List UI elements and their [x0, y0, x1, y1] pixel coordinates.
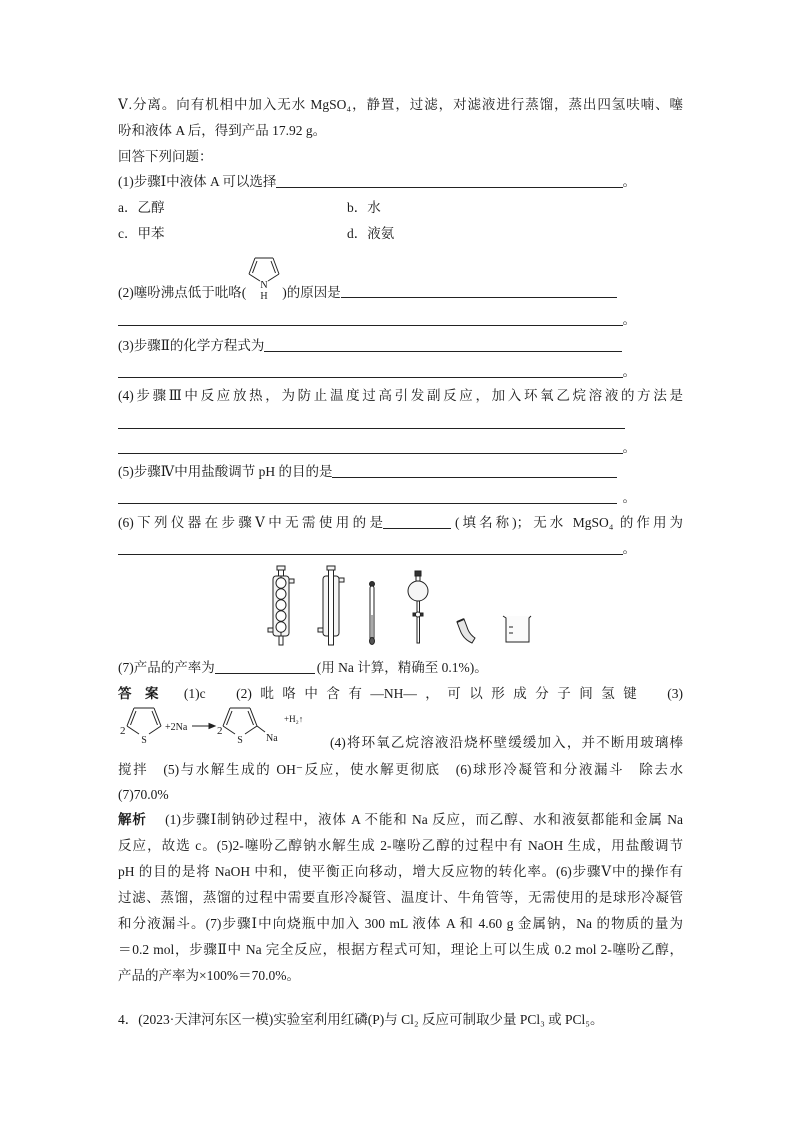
- question-1-stem: (1)步骤Ⅰ中液体 A 可以选择: [118, 174, 277, 189]
- pyrrole-n-label: N: [260, 280, 268, 291]
- analysis-line-1: [118, 810, 683, 830]
- question-3-stem: (3)步骤Ⅱ的化学方程式为: [118, 338, 265, 353]
- equation-reagent: +2Na: [165, 722, 188, 733]
- passage-line-1: Ⅴ.分离。向有机相中加入无水 MgSO₄，静置，过滤，对滤液进行蒸馏，蒸出四氢呋喃、噻: [118, 97, 683, 112]
- question-1-options-row-1: [118, 198, 578, 218]
- question-1-options-row-2: [118, 224, 578, 244]
- question-6-end: 。: [622, 541, 636, 556]
- question-3-end: 。: [622, 364, 636, 379]
- next-question: 4．(2023·天津河东区一模)实验室利用红磷(P)与 Cl₂ 反应可制取少量 PCl₃ 或 PCl₅。: [118, 1012, 604, 1027]
- question-4-stem: (4)步骤Ⅲ中反应放热，为防止温度过高引发副反应，加入环氧乙烷溶液的方法是: [118, 388, 683, 403]
- question-6-stem-after: (填名称)；无水 MgSO₄ 的作用为: [455, 515, 683, 530]
- question-1: [118, 172, 636, 192]
- answer-label: 答案: [118, 686, 172, 701]
- question-5-end: 。: [622, 490, 636, 505]
- question-1-end: 。: [622, 174, 636, 189]
- sulfur-label-left: S: [141, 735, 147, 746]
- answer-blank: [341, 282, 617, 298]
- question-7-stem-after: (用 Na 计算，精确至 0.1%)。: [316, 660, 488, 675]
- question-7-stem-before: (7)产品的产率为: [118, 660, 215, 675]
- sulfur-label-right: S: [237, 735, 243, 746]
- answer-line-2: [118, 703, 683, 753]
- answer-line-1: [118, 684, 683, 704]
- answer-blank: [118, 438, 623, 454]
- adapter-icon: [457, 619, 475, 643]
- question-3-continuation: [118, 362, 636, 382]
- question-4-end: 。: [622, 440, 636, 455]
- question-6-continuation: [118, 539, 636, 559]
- sodium-substituent-label: Na: [266, 733, 278, 744]
- option-d: d．液氨: [347, 226, 395, 241]
- question-5: [118, 462, 617, 482]
- analysis-label: 解析: [118, 812, 147, 827]
- straight-condenser-icon: [318, 566, 344, 645]
- apparatus-figure: [258, 565, 538, 650]
- question-2-continuation: [118, 310, 636, 330]
- instruction: 回答下列问题：: [118, 149, 213, 164]
- answer-blank: [118, 310, 623, 326]
- analysis-text-3: pH 的目的是将 NaOH 中和，使平衡正向移动，增大反应物的转化率。(6)步骤Ⅴ中的操作有: [118, 864, 683, 879]
- answer-blank: [118, 488, 617, 504]
- question-6-stem-before: (6)下列仪器在步骤Ⅴ中无需使用的是: [118, 515, 383, 530]
- ball-condenser-icon: [268, 566, 294, 645]
- separatory-funnel-icon: [408, 571, 428, 643]
- answer-text-1: (1)c (2)吡咯中含有—NH—，可以形成分子间氢键 (3): [183, 686, 683, 701]
- answer-blank: [383, 513, 451, 529]
- question-5-continuation: [118, 488, 636, 508]
- thermometer-icon: [370, 582, 375, 645]
- answer-blank: [118, 362, 623, 378]
- answer-blank: [332, 462, 617, 478]
- question-4-continuation: [118, 438, 636, 458]
- question-6: [118, 513, 683, 533]
- passage-line-2: 吩和液体 A 后，得到产品 17.92 g。: [118, 123, 327, 138]
- analysis-text-5: 和分液漏斗。(7)步骤Ⅰ中向烧瓶中加入 300 mL 液体 A 和 4.60 g 金属钠，Na 的物质的量为: [118, 916, 683, 931]
- analysis-text-7: 产品的产率为×100%＝70.0%。: [118, 968, 300, 983]
- question-4-blank-line: [118, 413, 625, 433]
- analysis-text-4: 过滤、蒸馏，蒸馏的过程中需要直形冷凝管、温度计、牛角管等，无需使用的是球形冷凝管: [118, 890, 683, 905]
- pyrrole-h-label: H: [260, 291, 268, 302]
- option-a: a．乙醇: [118, 200, 165, 215]
- answer-text-4: (7)70.0%: [118, 787, 169, 802]
- hydrogen-gas-product: +H₂↑: [284, 714, 304, 724]
- analysis-text-6: ＝0.2 mol，步骤Ⅱ中 Na 完全反应，根据方程式可知，理论上可以生成 0.2 mol 2-噻吩乙醇，: [118, 942, 683, 957]
- thienyl-ring-icon: [223, 708, 265, 734]
- answer-blank: [276, 172, 622, 188]
- reaction-equation: [118, 703, 330, 753]
- answer-text-2: (4)将环氧乙烷溶液沿烧杯壁缓缓加入，并不断用玻璃棒: [330, 735, 683, 750]
- reaction-arrow-icon: [192, 724, 215, 729]
- pyrrole-structure-icon: [246, 255, 282, 303]
- question-2-stem-after: )的原因是: [282, 285, 341, 300]
- analysis-text-2: 反应，故选 c。(5)2-噻吩乙醇钠水解生成 2-噻吩乙醇的过程中有 NaOH 生成，用盐酸调节: [118, 838, 683, 853]
- equation-coefficient-right: 2: [217, 725, 223, 737]
- question-3: [118, 336, 622, 356]
- question-7: [118, 658, 683, 678]
- answer-blank: [215, 658, 315, 674]
- question-2-stem-before: (2)噻吩沸点低于吡咯(: [118, 285, 247, 300]
- option-c: c．甲苯: [118, 226, 165, 241]
- thiophene-ring-icon: [127, 708, 161, 734]
- answer-blank: [118, 413, 625, 429]
- question-2: [118, 253, 617, 303]
- question-5-stem: (5)步骤Ⅳ中用盐酸调节 pH 的目的是: [118, 464, 333, 479]
- equation-coefficient-left: 2: [120, 725, 126, 737]
- answer-blank: [264, 336, 622, 352]
- answer-text-3: 搅拌 (5)与水解生成的 OH⁻反应，使水解更彻底 (6)球形冷凝管和分液漏斗 除去水: [118, 762, 683, 777]
- option-b: b．水: [347, 200, 381, 215]
- question-2-end: 。: [622, 312, 636, 327]
- answer-blank: [118, 539, 623, 555]
- beaker-icon: [503, 616, 531, 642]
- analysis-text-1: (1)步骤Ⅰ制钠砂过程中，液体 A 不能和 Na 反应，而乙醇、水和液氨都能和金属 Na: [165, 812, 683, 827]
